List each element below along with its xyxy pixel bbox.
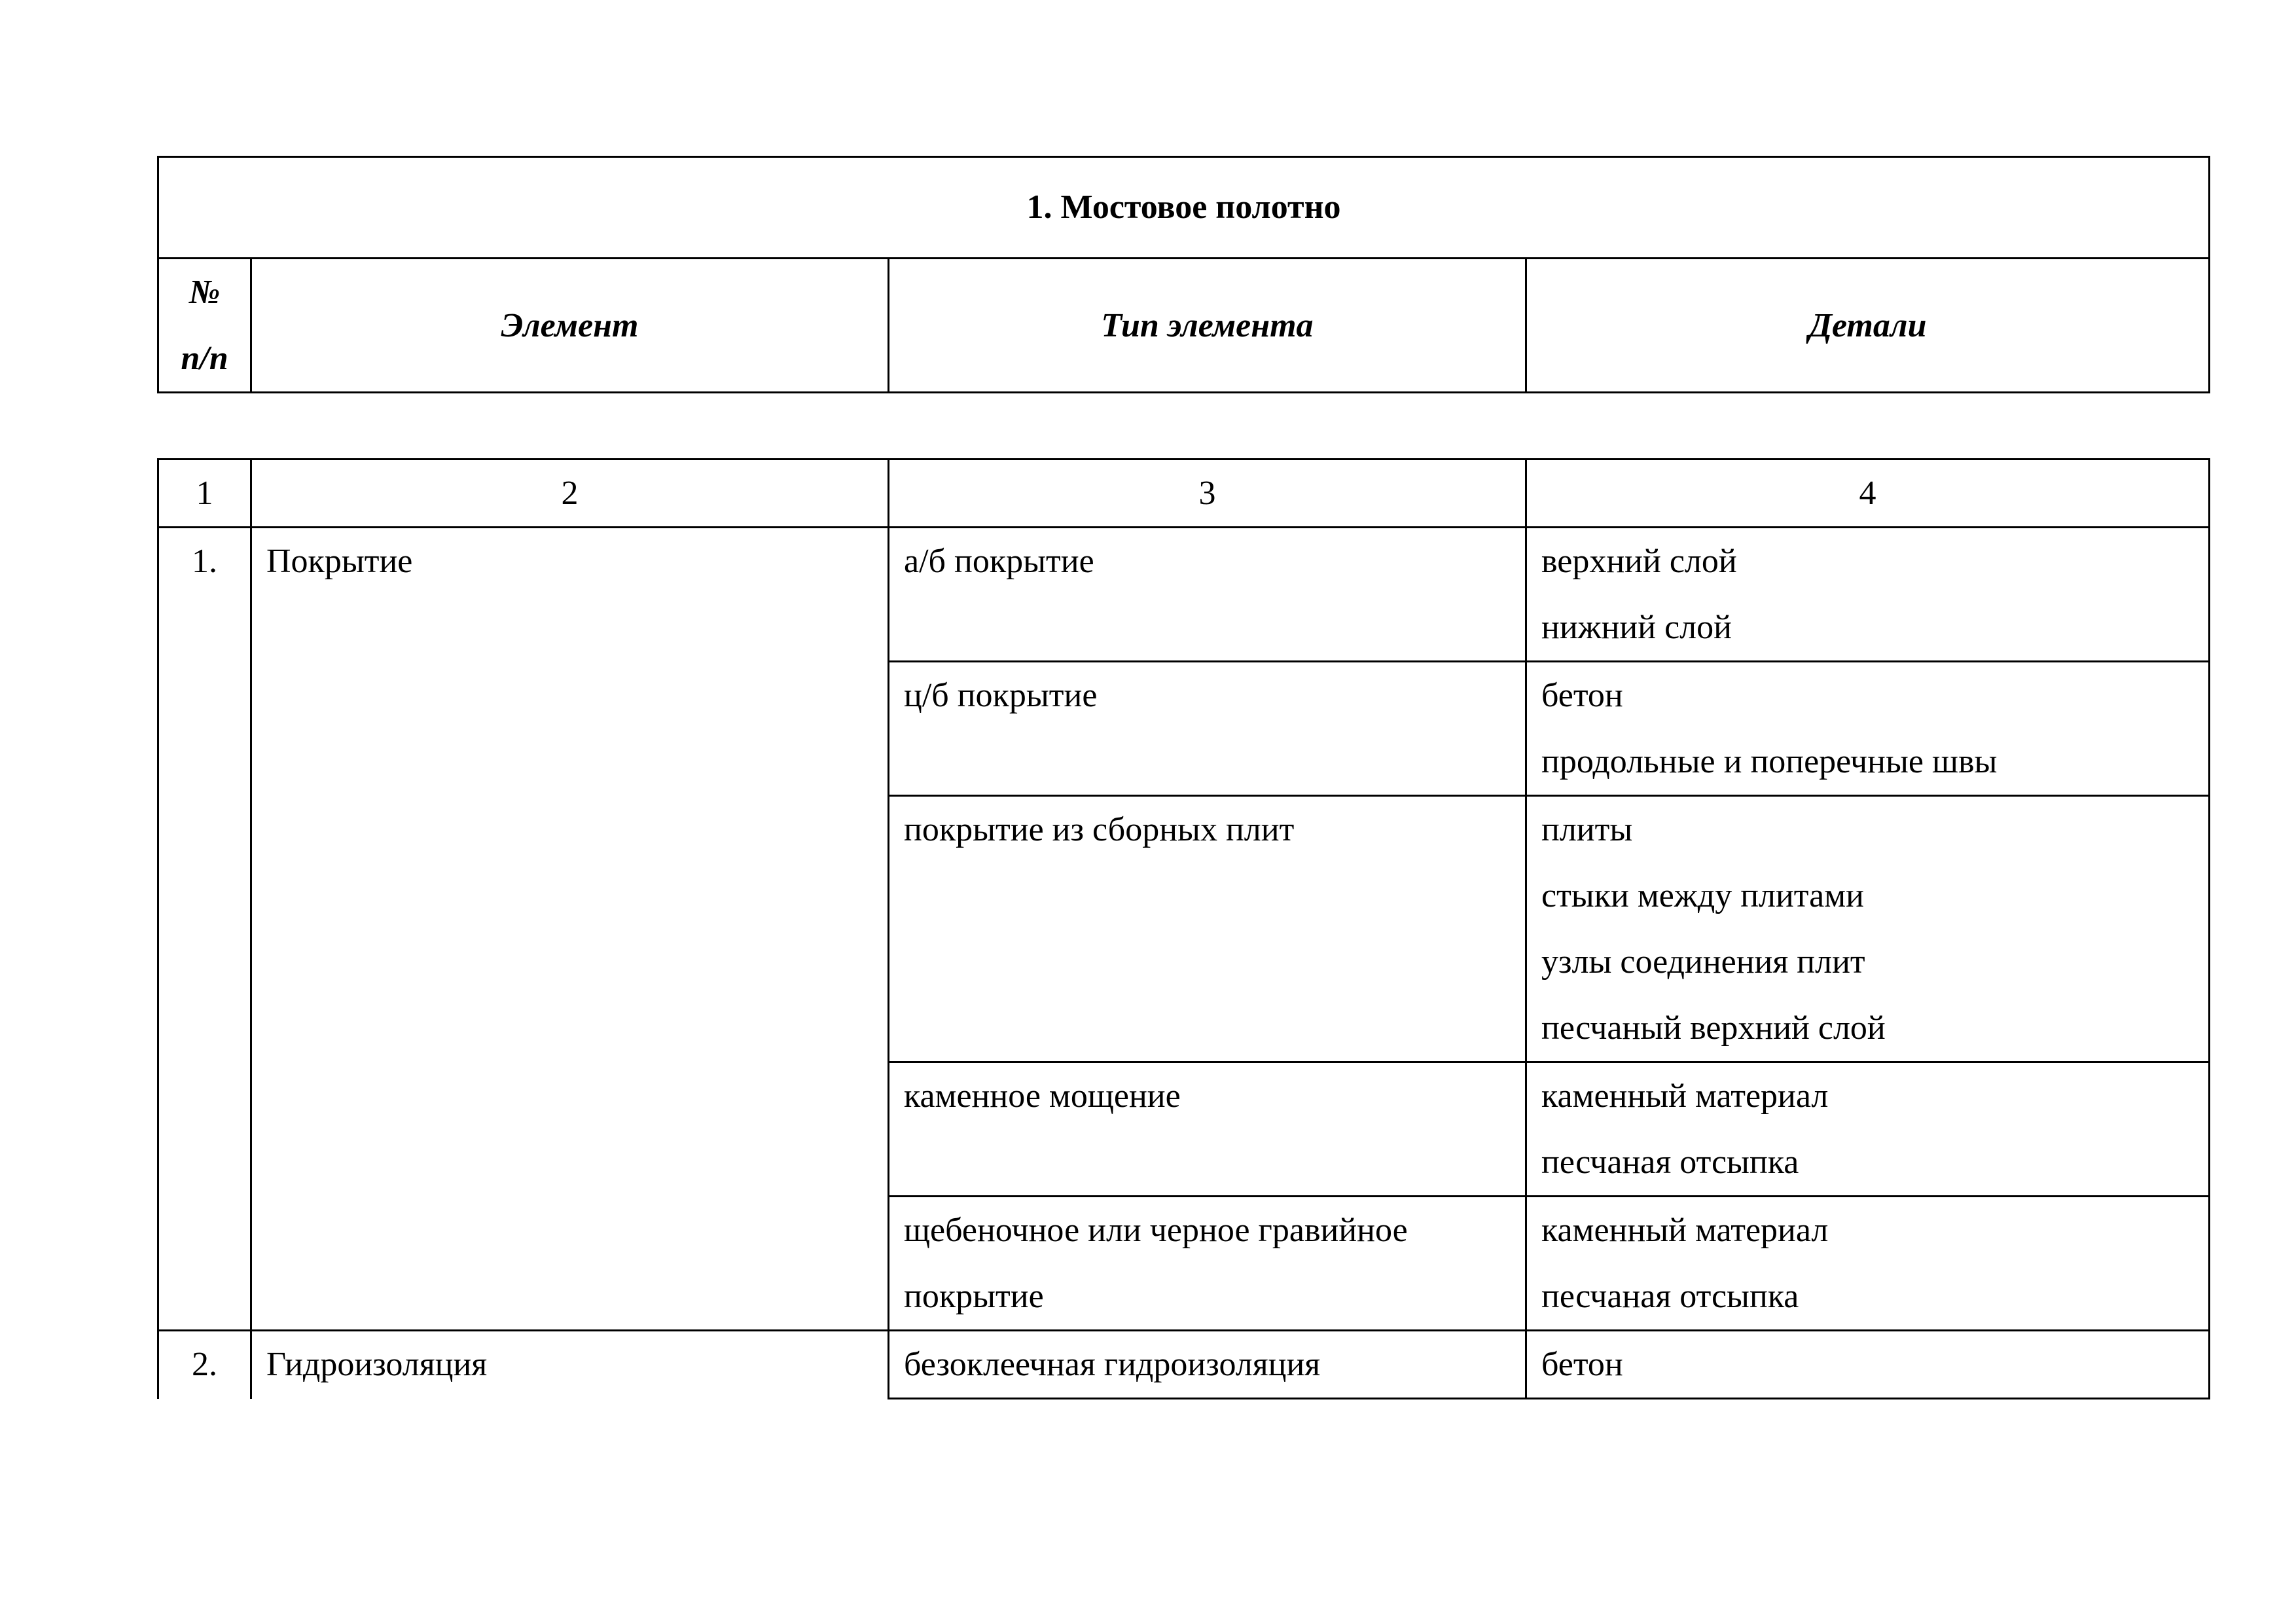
element-type (889, 528, 1526, 662)
table-row (158, 528, 2210, 662)
element-type-line: ц/б покрытие (904, 677, 1098, 714)
header-table (157, 156, 2210, 393)
element-details (1526, 796, 2210, 1062)
detail-item: нижний слой (1541, 609, 1732, 646)
element-type (889, 796, 1526, 1062)
element-type-line: покрытие (904, 1278, 1044, 1315)
detail-item: стыки между плитами (1541, 877, 1864, 914)
row-number: 1. (158, 528, 251, 1331)
element-type-line: а/б покрытие (904, 543, 1094, 580)
element-type-line: покрытие из сборных плит (904, 811, 1295, 848)
detail-item: песчаная отсыпка (1541, 1278, 1799, 1315)
element-details (1526, 662, 2210, 796)
detail-item: каменный материал (1541, 1077, 1829, 1115)
element-type (889, 662, 1526, 796)
detail-item: песчаный верхний слой (1541, 1009, 1886, 1047)
element-type (889, 1197, 1526, 1331)
element-type (889, 1331, 1526, 1399)
element-type-line: безоклеечная гидроизоляция (904, 1346, 1321, 1383)
row-number: 2. (158, 1331, 251, 1399)
element-details (1526, 528, 2210, 662)
element-name: Покрытие (251, 528, 889, 1331)
header-num-line2: п/п (181, 340, 228, 377)
column-number-row (158, 460, 2210, 528)
header-element: Элемент (251, 259, 889, 393)
detail-item: узлы соединения плит (1541, 943, 1865, 981)
header-num-line1: № (188, 274, 221, 311)
column-number: 4 (1526, 460, 2210, 528)
element-type (889, 1062, 1526, 1197)
element-name: Гидроизоляция (251, 1331, 889, 1399)
header-element-type: Тип элемента (889, 259, 1526, 393)
column-number: 1 (158, 460, 251, 528)
element-details (1526, 1331, 2210, 1399)
header-num (158, 259, 251, 393)
detail-item: продольные и поперечные швы (1541, 743, 1998, 780)
header-details: Детали (1526, 259, 2210, 393)
detail-item: каменный материал (1541, 1212, 1829, 1249)
detail-item: бетон (1541, 1346, 1623, 1383)
column-number: 2 (251, 460, 889, 528)
element-type-line: щебеночное или черное гравийное (904, 1212, 1408, 1249)
detail-item: песчаная отсыпка (1541, 1144, 1799, 1181)
table-row (158, 1331, 2210, 1399)
detail-item: верхний слой (1541, 543, 1737, 580)
element-type-line: каменное мощение (904, 1077, 1181, 1115)
column-number: 3 (889, 460, 1526, 528)
elements-table (157, 458, 2210, 1399)
element-details (1526, 1062, 2210, 1197)
detail-item: бетон (1541, 677, 1623, 714)
detail-item: плиты (1541, 811, 1633, 848)
section-title: 1. Мостовое полотно (158, 157, 2210, 259)
element-details (1526, 1197, 2210, 1331)
